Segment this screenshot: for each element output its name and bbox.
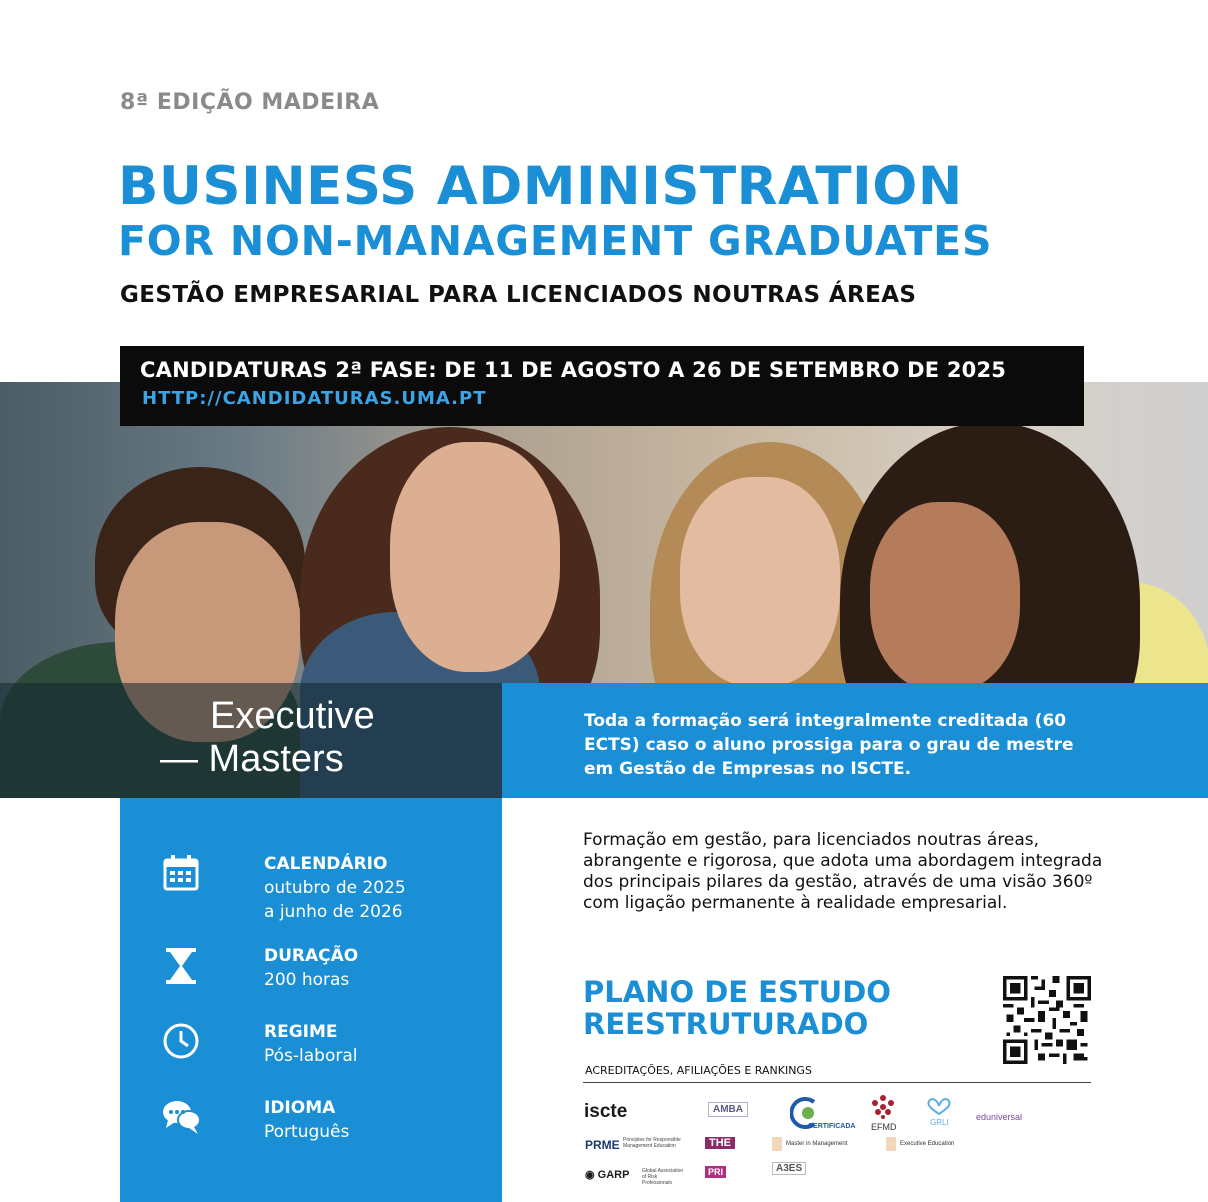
study-plan-line2: REESTRUTURADO [583, 1007, 869, 1041]
applications-deadline-box [120, 346, 1084, 426]
ft-icon [886, 1137, 896, 1151]
regime-label: REGIME [264, 1022, 338, 1042]
qr-code[interactable] [1002, 976, 1092, 1064]
regime-value: Pós-laboral [264, 1046, 358, 1066]
person-shape [390, 442, 560, 672]
executive-masters-badge [0, 683, 502, 798]
chat-bubbles-icon [162, 1098, 202, 1138]
program-title-line2: FOR NON-MANAGEMENT GRADUATES [118, 217, 993, 265]
ft-icon [772, 1137, 782, 1151]
calendar-value-end: a junho de 2026 [264, 902, 403, 922]
the-ranking-logo: THE [705, 1137, 735, 1149]
hourglass-icon [162, 946, 202, 986]
ft-masters-ranking: Master in Management [786, 1141, 848, 1147]
person-shape [680, 477, 840, 687]
program-description: Formação em gestão, para licenciados noutras áreas, abrangente e rigorosa, que adota uma abordagem integrada dos principais pilares da gestão, através de uma visão 360º com ligação permanente à realidade empresarial. [583, 830, 1103, 913]
language-label: IDIOMA [264, 1098, 336, 1118]
edition-label: 8ª EDIÇÃO MADEIRA [120, 90, 380, 115]
duration-value: 200 horas [264, 970, 350, 990]
applications-deadline-text: CANDIDATURAS 2ª FASE: DE 11 DE AGOSTO A 26 DE SETEMBRO DE 2025 [140, 358, 1007, 382]
garp-logo-text: GARP [597, 1169, 630, 1181]
executive-masters-line2: — Masters [160, 738, 344, 780]
accreditations-divider [583, 1082, 1091, 1083]
pri-logo: PRI [705, 1166, 726, 1178]
prme-description: Principles for Responsible Management Education [623, 1137, 681, 1149]
a3es-logo: A3ES [772, 1162, 806, 1175]
iscte-logo: iscte [584, 1101, 628, 1122]
program-subtitle: GESTÃO EMPRESARIAL PARA LICENCIADOS NOUTRAS ÁREAS [120, 282, 917, 308]
garp-description: Global Association of Risk Professionals [642, 1168, 684, 1186]
accreditations-title: ACREDITAÇÕES, AFILIAÇÕES E RANKINGS [585, 1064, 812, 1077]
calendar-label: CALENDÁRIO [264, 854, 388, 874]
applications-url-link[interactable]: HTTP://CANDIDATURAS.UMA.PT [142, 388, 487, 409]
clock-icon [162, 1022, 202, 1062]
duration-label: DURAÇÃO [264, 946, 359, 966]
credit-note-box [502, 683, 1208, 798]
program-info-panel [120, 798, 502, 1202]
person-shape [870, 502, 1020, 692]
efmd-emblem-icon [870, 1094, 896, 1125]
study-plan-heading [583, 976, 891, 1040]
calendar-icon [162, 854, 202, 894]
prme-logo: PRME [585, 1138, 620, 1152]
ft-executive-ranking: Executive Education [900, 1141, 955, 1147]
garp-logo: ◉ GARP [585, 1169, 630, 1181]
executive-masters-line1: Executive [210, 695, 375, 737]
grli-logo: GRLI [930, 1118, 949, 1127]
certificada-logo: CERTIFICADA [808, 1123, 856, 1130]
credit-note-text: Toda a formação será integralmente creditada (60 ECTS) caso o aluno prossiga para o grau de mestre em Gestão de Empresas no ISCTE. [584, 711, 1074, 779]
eduniversal-logo: eduniversal [976, 1112, 1023, 1122]
program-title-line1: BUSINESS ADMINISTRATION [118, 156, 963, 217]
language-value: Português [264, 1122, 350, 1142]
calendar-value-start: outubro de 2025 [264, 878, 406, 898]
efmd-logo: EFMD [871, 1122, 897, 1132]
study-plan-line1: PLANO DE ESTUDO [583, 975, 891, 1009]
amba-logo: AMBA [708, 1102, 748, 1117]
